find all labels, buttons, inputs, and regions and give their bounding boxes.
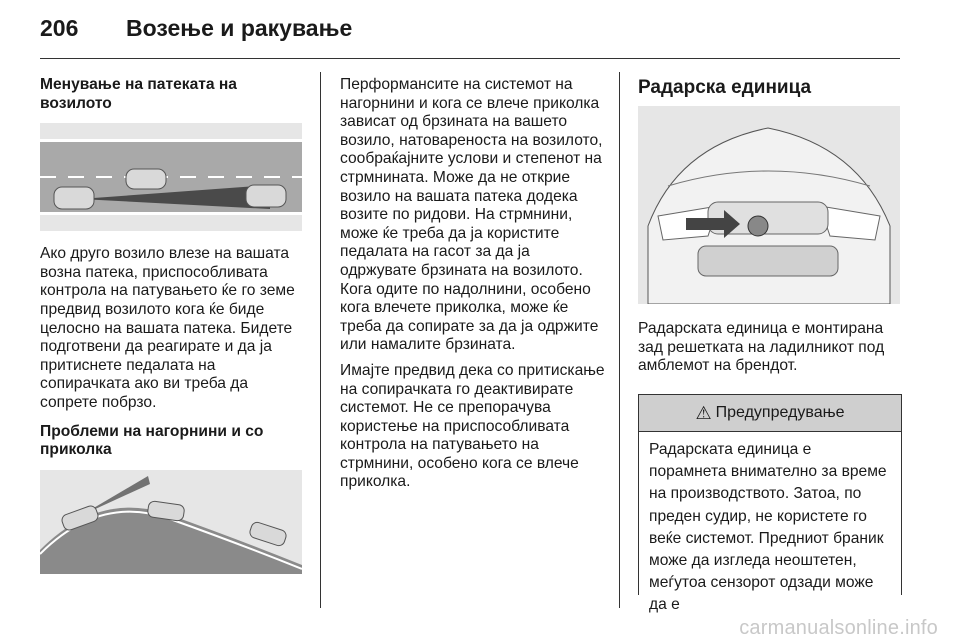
column-middle [340, 76, 606, 499]
lane-change-drawing [40, 123, 302, 231]
warning-title: Предупредување [715, 404, 845, 421]
warning-text: Радарската единица е порамнета внимателно за време на производството. Затоа, по преден судир, не користете го веќе системот. Предниот браник може да изгледа неоштетен, меѓутоа сензорот одзади може да е [649, 441, 887, 614]
header-rule [40, 58, 900, 59]
brake-deactivation-text: Имајте предвид дека со притискање на сопирачката го деактивирате системот. Не се препорачува користење на приспособливата контрола на патувањето на стрмнини, особено кога се влече приколка. [340, 361, 605, 491]
hill-drawing [40, 470, 302, 574]
column-divider [320, 72, 321, 608]
lane-change-illustration [40, 123, 302, 231]
chapter-title: Возење и ракување [126, 15, 353, 41]
page-header [40, 15, 352, 45]
watermark: carmanualsonline.info [739, 617, 938, 639]
hills-performance-text: Перформансите на системот на нагорнини и кога се влече приколка зависат од брзината на вашето возило, натовареноста на возилото, сообраќајните услови и степенот на стрмнината. Може да не открие возило на вашата патека додека возите по ридови. На стрмнини, може ќе треба да ја користите педалата на гасот за да ја одржувате брзината на возилото. Кога одите по надолнини, особено кога влечете приколка, може ќе треба да сопирате за да ја одржите или намалите брзината. [340, 76, 603, 354]
car-front-drawing [638, 106, 900, 304]
section-heading-radar: Радарска единица [638, 77, 812, 98]
column-left [40, 76, 304, 574]
page-number: 206 [40, 15, 79, 41]
warning-triangle-icon: ⚠ [695, 402, 712, 423]
radar-unit-illustration [638, 106, 900, 304]
column-divider [619, 72, 620, 608]
column-right [638, 76, 900, 383]
warning-box [638, 394, 902, 614]
radar-location-text: Радарската единица е монтирана зад решетката на ладилникот под амблемот на брендот. [638, 320, 885, 375]
hill-illustration [40, 470, 302, 574]
section-heading-hills-trailer: Проблеми на нагорнини и со приколка [40, 422, 264, 459]
lane-change-text: Ако друго возило влезе на вашата возна патека, приспособливата контрола на патувањето ќе го земе предвид возилото кога ќе биде целосно на вашата патека. Бидете подготвени да реагирате и да ја притиснете педалата на сопирачката ако ви треба да сопрете побрзо. [40, 245, 295, 411]
warning-header [639, 395, 901, 432]
section-heading-lane-change: Менување на патеката на возилото [40, 76, 237, 112]
